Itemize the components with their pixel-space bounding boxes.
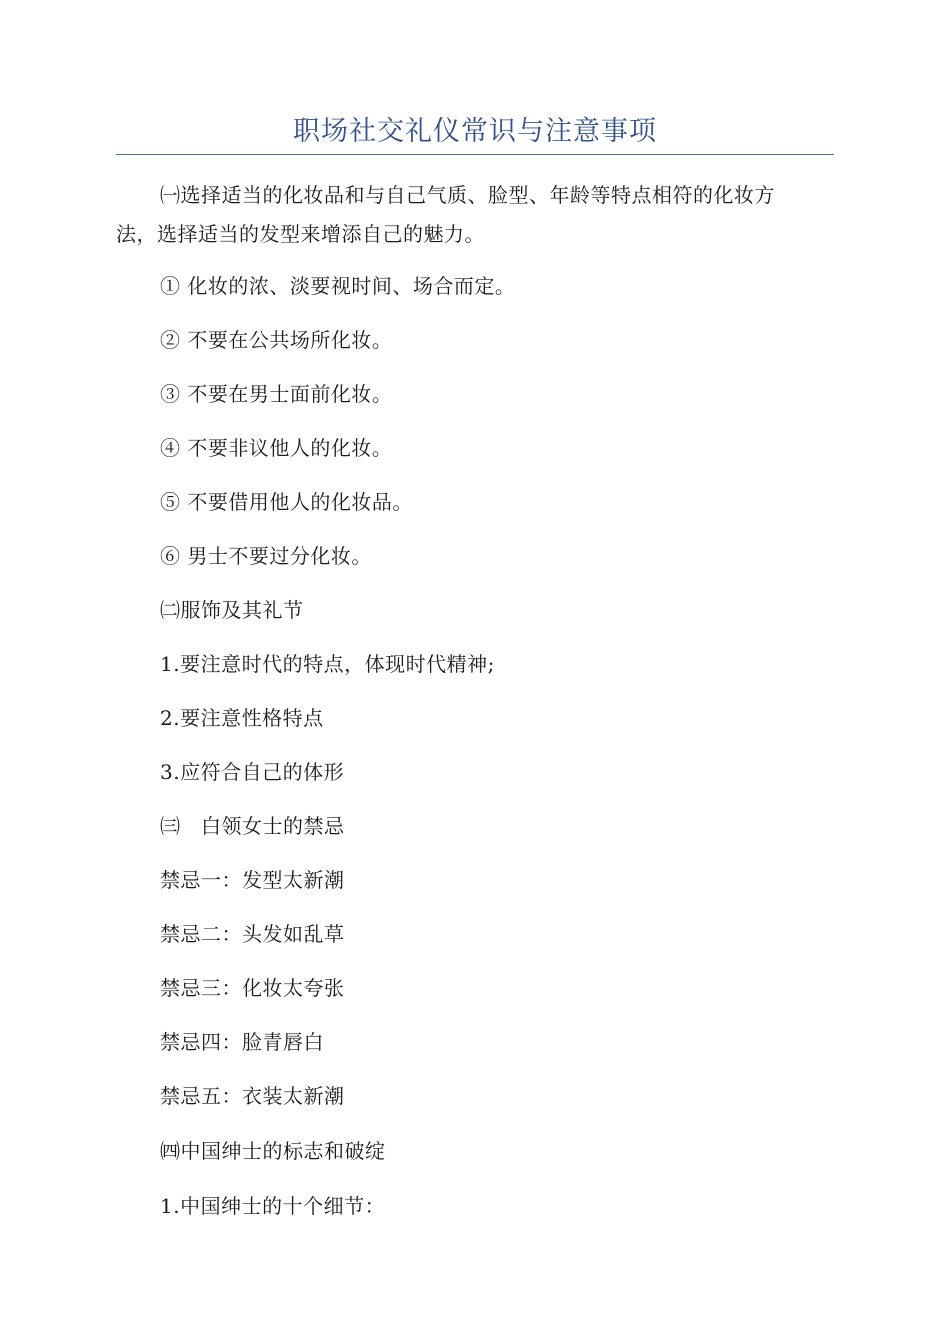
makeup-rule-item: ③ 不要在男士面前化妆。 <box>160 382 393 406</box>
makeup-rule-item: ⑥ 男士不要过分化妆。 <box>160 544 372 568</box>
clothing-rule-item: 1.要注意时代的特点，体现时代精神; <box>160 652 495 676</box>
title-underline <box>116 154 834 155</box>
taboo-item: 禁忌五：衣装太新潮 <box>160 1084 345 1108</box>
makeup-rule-item: ① 化妆的浓、淡要视时间、场合而定。 <box>160 274 516 298</box>
makeup-rule-item: ⑤ 不要借用他人的化妆品。 <box>160 490 413 514</box>
paragraph-line: 法，选择适当的发型来增添自己的魅力。 <box>116 222 485 246</box>
section-heading: ㈣中国绅士的标志和破绽 <box>160 1139 386 1163</box>
document-title: 职场社交礼仪常识与注意事项 <box>293 116 657 147</box>
section-heading: ㈡服饰及其礼节 <box>160 598 304 622</box>
gentleman-item: 1.中国绅士的十个细节： <box>160 1194 386 1218</box>
taboo-item: 禁忌二：头发如乱草 <box>160 922 345 946</box>
paragraph-line: ㈠选择适当的化妆品和与自己气质、脸型、年龄等特点相符的化妆方 <box>160 183 775 207</box>
clothing-rule-item: 3.应符合自己的体形 <box>160 760 345 784</box>
makeup-rule-item: ④ 不要非议他人的化妆。 <box>160 436 393 460</box>
taboo-item: 禁忌三：化妆太夸张 <box>160 976 345 1000</box>
section-heading: ㈢ 白领女士的禁忌 <box>160 814 345 838</box>
makeup-rule-item: ② 不要在公共场所化妆。 <box>160 328 393 352</box>
taboo-item: 禁忌四：脸青唇白 <box>160 1030 324 1054</box>
taboo-item: 禁忌一：发型太新潮 <box>160 868 345 892</box>
clothing-rule-item: 2.要注意性格特点 <box>160 706 324 730</box>
